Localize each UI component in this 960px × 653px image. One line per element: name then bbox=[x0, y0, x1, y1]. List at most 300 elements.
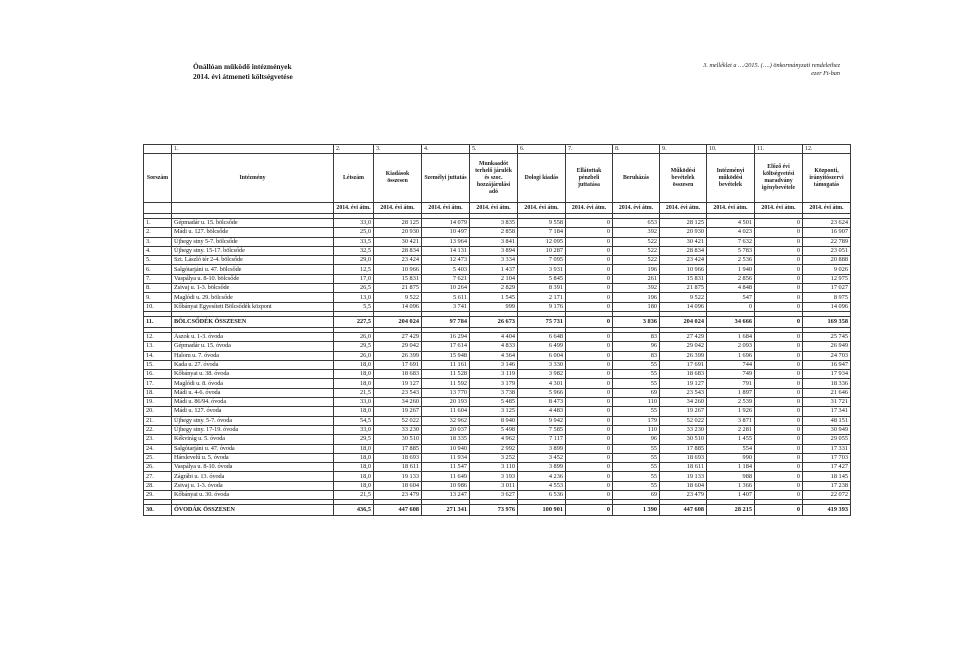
value-cell: 25 745 bbox=[803, 332, 851, 341]
table-row bbox=[144, 370, 851, 379]
institution-name: Kada u. 27. óvoda bbox=[172, 360, 334, 369]
table-row bbox=[144, 435, 851, 444]
value-cell: 0 bbox=[566, 246, 613, 255]
value-cell: 9 522 bbox=[374, 293, 422, 302]
value-cell: 0 bbox=[755, 219, 803, 228]
value-cell: 16 907 bbox=[803, 228, 851, 237]
year-label: 2014. évi átm. bbox=[660, 203, 707, 214]
value-cell: 4 553 bbox=[518, 481, 566, 490]
value-cell: 18 611 bbox=[660, 463, 707, 472]
row-number: 23. bbox=[144, 435, 172, 444]
year-label: 2014. évi átm. bbox=[707, 203, 755, 214]
value-cell: 2 829 bbox=[470, 284, 518, 293]
table-row bbox=[144, 360, 851, 369]
institution-name: Gépmadár u. 15. bölcsőde bbox=[172, 219, 334, 228]
value-cell: 17 238 bbox=[803, 481, 851, 490]
table-row bbox=[144, 388, 851, 397]
value-cell: 3 452 bbox=[518, 453, 566, 462]
value-cell: 0 bbox=[566, 219, 613, 228]
value-cell: 0 bbox=[566, 407, 613, 416]
table-row bbox=[144, 274, 851, 283]
column-number: 12. bbox=[803, 145, 851, 154]
value-cell: 2 856 bbox=[707, 274, 755, 283]
table-row bbox=[144, 398, 851, 407]
value-cell: 18,0 bbox=[334, 463, 374, 472]
value-cell: 73 976 bbox=[470, 505, 518, 516]
value-cell: 21 646 bbox=[803, 388, 851, 397]
column-header: Központi, irányítószervi támogatás bbox=[803, 154, 851, 203]
institution-name: Kőbányai u. 30. óvoda bbox=[172, 491, 334, 500]
table-row bbox=[144, 342, 851, 351]
value-cell: 55 bbox=[613, 463, 660, 472]
institution-name: Salgótarjáni u. 47. bölcsőde bbox=[172, 265, 334, 274]
value-cell: 179 bbox=[613, 416, 660, 425]
value-cell: 55 bbox=[613, 444, 660, 453]
value-cell: 1 684 bbox=[707, 332, 755, 341]
value-cell: 26 673 bbox=[470, 316, 518, 327]
value-cell: 13 964 bbox=[422, 237, 470, 246]
value-cell: 5 498 bbox=[470, 425, 518, 434]
value-cell: 9 558 bbox=[518, 219, 566, 228]
value-cell: 0 bbox=[755, 444, 803, 453]
value-cell: 17 934 bbox=[803, 370, 851, 379]
column-header: Munkaadót terhelő járulék és szoc. hozzájárulási adó bbox=[470, 154, 518, 203]
value-cell: 0 bbox=[566, 505, 613, 516]
value-cell: 5 611 bbox=[422, 293, 470, 302]
value-cell: 110 bbox=[613, 398, 660, 407]
value-cell: 30 510 bbox=[374, 435, 422, 444]
value-cell: 8 940 bbox=[470, 416, 518, 425]
value-cell: 69 bbox=[613, 388, 660, 397]
title-line-1: Önállóan működő intézmények bbox=[193, 62, 292, 71]
institution-name: Vaspálya u. 8-10. óvoda bbox=[172, 463, 334, 472]
value-cell: 522 bbox=[613, 246, 660, 255]
value-cell: 3 252 bbox=[470, 453, 518, 462]
table-row bbox=[144, 351, 851, 360]
row-number: 21. bbox=[144, 416, 172, 425]
table-row bbox=[144, 256, 851, 265]
value-cell: 33,0 bbox=[334, 219, 374, 228]
value-cell: 196 bbox=[613, 293, 660, 302]
value-cell: 0 bbox=[755, 505, 803, 516]
value-cell: 22 789 bbox=[803, 237, 851, 246]
value-cell: 1 696 bbox=[707, 351, 755, 360]
value-cell: 0 bbox=[566, 444, 613, 453]
value-cell: 26 399 bbox=[660, 351, 707, 360]
title-line-2: 2014. évi átmeneti költségvetése bbox=[193, 72, 293, 81]
value-cell: 0 bbox=[566, 228, 613, 237]
column-number: 7. bbox=[566, 145, 613, 154]
value-cell: 21,5 bbox=[334, 491, 374, 500]
value-cell: 0 bbox=[566, 237, 613, 246]
value-cell: 3 871 bbox=[707, 416, 755, 425]
value-cell: 0 bbox=[707, 302, 755, 311]
value-cell: 547 bbox=[707, 293, 755, 302]
row-number: 29. bbox=[144, 491, 172, 500]
value-cell: 5,5 bbox=[334, 302, 374, 311]
row-number: 20. bbox=[144, 407, 172, 416]
column-header: Ellátottak pénzbeli juttatása bbox=[566, 154, 613, 203]
value-cell: 12 473 bbox=[422, 256, 470, 265]
value-cell: 5 783 bbox=[707, 246, 755, 255]
value-cell: 10 966 bbox=[374, 265, 422, 274]
row-number: 4. bbox=[144, 246, 172, 255]
value-cell: 29,0 bbox=[334, 256, 374, 265]
row-number: 5. bbox=[144, 256, 172, 265]
value-cell: 20 037 bbox=[422, 425, 470, 434]
value-cell: 1 184 bbox=[707, 463, 755, 472]
value-cell: 4 364 bbox=[470, 351, 518, 360]
table-row bbox=[144, 332, 851, 341]
column-number: 3. bbox=[374, 145, 422, 154]
value-cell: 100 901 bbox=[518, 505, 566, 516]
value-cell: 0 bbox=[755, 274, 803, 283]
value-cell: 0 bbox=[755, 491, 803, 500]
value-cell: 75 731 bbox=[518, 316, 566, 327]
value-cell: 29 042 bbox=[374, 342, 422, 351]
value-cell: 16 947 bbox=[803, 360, 851, 369]
institution-name: Újhegy stny 5-7. bölcsőde bbox=[172, 237, 334, 246]
row-number: 19. bbox=[144, 398, 172, 407]
value-cell: 2 992 bbox=[470, 444, 518, 453]
year-label: 2014. évi átm. bbox=[422, 203, 470, 214]
value-cell: 180 bbox=[613, 302, 660, 311]
value-cell: 0 bbox=[755, 398, 803, 407]
value-cell: 0 bbox=[755, 284, 803, 293]
value-cell: 6 536 bbox=[518, 491, 566, 500]
value-cell: 0 bbox=[566, 316, 613, 327]
column-number: 2. bbox=[334, 145, 374, 154]
value-cell: 1 926 bbox=[707, 407, 755, 416]
value-cell: 11 649 bbox=[422, 472, 470, 481]
value-cell: 0 bbox=[755, 360, 803, 369]
value-cell: 20 930 bbox=[374, 228, 422, 237]
year-label-row bbox=[144, 203, 851, 214]
value-cell: 5 403 bbox=[422, 265, 470, 274]
value-cell: 14 079 bbox=[422, 219, 470, 228]
value-cell: 4 848 bbox=[707, 284, 755, 293]
value-cell: 0 bbox=[566, 265, 613, 274]
column-number: 10. bbox=[707, 145, 755, 154]
column-number: 11. bbox=[755, 145, 803, 154]
value-cell: 5 966 bbox=[518, 388, 566, 397]
column-number-row bbox=[144, 145, 851, 154]
value-cell: 21 875 bbox=[660, 284, 707, 293]
value-cell: 26,0 bbox=[334, 332, 374, 341]
value-cell: 11 604 bbox=[422, 407, 470, 416]
value-cell: 69 bbox=[613, 491, 660, 500]
value-cell: 3 330 bbox=[518, 360, 566, 369]
value-cell: 1 437 bbox=[470, 265, 518, 274]
value-cell: 23 543 bbox=[660, 388, 707, 397]
value-cell: 0 bbox=[566, 379, 613, 388]
value-cell: 28 834 bbox=[374, 246, 422, 255]
value-cell: 30 421 bbox=[660, 237, 707, 246]
value-cell: 3 110 bbox=[470, 463, 518, 472]
institution-name: Mádi u. 4-6. óvoda bbox=[172, 388, 334, 397]
value-cell: 3 627 bbox=[470, 491, 518, 500]
value-cell: 28 215 bbox=[707, 505, 755, 516]
value-cell: 7 095 bbox=[518, 256, 566, 265]
value-cell: 83 bbox=[613, 351, 660, 360]
value-cell: 522 bbox=[613, 237, 660, 246]
institution-name: Mádi u. 86/94. óvoda bbox=[172, 398, 334, 407]
value-cell: 0 bbox=[755, 388, 803, 397]
year-label: 2014. évi átm. bbox=[470, 203, 518, 214]
value-cell: 0 bbox=[566, 425, 613, 434]
value-cell: 19 133 bbox=[374, 472, 422, 481]
row-number: 9. bbox=[144, 293, 172, 302]
value-cell: 0 bbox=[755, 265, 803, 274]
value-cell: 9 026 bbox=[803, 265, 851, 274]
value-cell: 0 bbox=[566, 342, 613, 351]
column-number: 6. bbox=[518, 145, 566, 154]
value-cell: 23 479 bbox=[374, 491, 422, 500]
institution-name: Kékvirág u. 5. óvoda bbox=[172, 435, 334, 444]
value-cell: 0 bbox=[755, 351, 803, 360]
value-cell: 1 455 bbox=[707, 435, 755, 444]
annex-reference: 3. melléklet a …/2015. (….) önkormányzati rendelethez bbox=[703, 62, 840, 69]
institution-name: Zsivaj u. 1-3. bölcsőde bbox=[172, 284, 334, 293]
row-number: 7. bbox=[144, 274, 172, 283]
value-cell: 18 693 bbox=[374, 453, 422, 462]
value-cell: 3 836 bbox=[613, 316, 660, 327]
table-row bbox=[144, 416, 851, 425]
value-cell: 0 bbox=[566, 491, 613, 500]
value-cell: 3 119 bbox=[470, 370, 518, 379]
value-cell: 5 485 bbox=[470, 398, 518, 407]
value-cell: 20 888 bbox=[803, 256, 851, 265]
value-cell: 2 858 bbox=[470, 228, 518, 237]
value-cell: 999 bbox=[470, 302, 518, 311]
value-cell: 392 bbox=[613, 228, 660, 237]
value-cell: 0 bbox=[566, 302, 613, 311]
value-cell: 33,5 bbox=[334, 237, 374, 246]
value-cell: 55 bbox=[613, 360, 660, 369]
column-number: 1. bbox=[172, 145, 334, 154]
column-header: Beruházás bbox=[613, 154, 660, 203]
value-cell: 10 966 bbox=[660, 265, 707, 274]
value-cell: 791 bbox=[707, 379, 755, 388]
value-cell: 3 738 bbox=[470, 388, 518, 397]
table-row bbox=[144, 219, 851, 228]
value-cell: 24 703 bbox=[803, 351, 851, 360]
value-cell: 2 171 bbox=[518, 293, 566, 302]
year-label: 2014. évi átm. bbox=[613, 203, 660, 214]
value-cell: 15 831 bbox=[374, 274, 422, 283]
value-cell: 17 691 bbox=[660, 360, 707, 369]
value-cell: 17 691 bbox=[374, 360, 422, 369]
value-cell: 3 835 bbox=[470, 219, 518, 228]
value-cell: 23 051 bbox=[803, 246, 851, 255]
value-cell: 25,0 bbox=[334, 228, 374, 237]
value-cell: 0 bbox=[755, 481, 803, 490]
value-cell: 29 055 bbox=[803, 435, 851, 444]
column-header: Kiadások összesen bbox=[374, 154, 422, 203]
value-cell: 0 bbox=[755, 416, 803, 425]
value-cell: 3 899 bbox=[518, 463, 566, 472]
value-cell: 23 624 bbox=[803, 219, 851, 228]
row-number: 18. bbox=[144, 388, 172, 397]
row-number: 28. bbox=[144, 481, 172, 490]
table-row bbox=[144, 444, 851, 453]
value-cell: 18 335 bbox=[422, 435, 470, 444]
value-cell: 0 bbox=[566, 416, 613, 425]
value-cell: 10 264 bbox=[422, 284, 470, 293]
value-cell: 204 024 bbox=[374, 316, 422, 327]
value-cell: 21,5 bbox=[334, 388, 374, 397]
value-cell: 2 539 bbox=[707, 398, 755, 407]
row-number: 15. bbox=[144, 360, 172, 369]
value-cell: 744 bbox=[707, 360, 755, 369]
year-blank bbox=[172, 203, 334, 214]
value-cell: 0 bbox=[755, 425, 803, 434]
value-cell: 0 bbox=[566, 472, 613, 481]
value-cell: 17 341 bbox=[803, 407, 851, 416]
value-cell: 18 604 bbox=[374, 481, 422, 490]
value-cell: 18,0 bbox=[334, 481, 374, 490]
value-cell: 4 023 bbox=[707, 228, 755, 237]
year-label: 2014. évi átm. bbox=[755, 203, 803, 214]
value-cell: 990 bbox=[707, 453, 755, 462]
value-cell: 3 011 bbox=[470, 481, 518, 490]
value-cell: 52 022 bbox=[660, 416, 707, 425]
value-cell: 14 096 bbox=[803, 302, 851, 311]
value-cell: 20 193 bbox=[422, 398, 470, 407]
value-cell: 17 027 bbox=[803, 284, 851, 293]
value-cell: 653 bbox=[613, 219, 660, 228]
value-cell: 0 bbox=[755, 472, 803, 481]
row-number: 17. bbox=[144, 379, 172, 388]
value-cell: 30 510 bbox=[660, 435, 707, 444]
value-cell: 447 608 bbox=[660, 505, 707, 516]
value-cell: 17 885 bbox=[660, 444, 707, 453]
value-cell: 16 294 bbox=[422, 332, 470, 341]
column-header: Sorszám bbox=[144, 154, 172, 203]
value-cell: 21 875 bbox=[374, 284, 422, 293]
row-number: 13. bbox=[144, 342, 172, 351]
row-number: 24. bbox=[144, 444, 172, 453]
value-cell: 9 176 bbox=[518, 302, 566, 311]
institution-name: Újhegy stny. 15-17. bölcsőde bbox=[172, 246, 334, 255]
table-row bbox=[144, 265, 851, 274]
total-row-nurseries bbox=[144, 316, 851, 327]
value-cell: 18 683 bbox=[374, 370, 422, 379]
column-number: 8. bbox=[613, 145, 660, 154]
value-cell: 18,0 bbox=[334, 407, 374, 416]
value-cell: 1 940 bbox=[707, 265, 755, 274]
value-cell: 18 693 bbox=[660, 453, 707, 462]
value-cell: 0 bbox=[566, 274, 613, 283]
column-header: Intézményi működési bevételek bbox=[707, 154, 755, 203]
row-number: 16. bbox=[144, 370, 172, 379]
value-cell: 4 236 bbox=[518, 472, 566, 481]
value-cell: 26 949 bbox=[803, 342, 851, 351]
value-cell: 4 833 bbox=[470, 342, 518, 351]
value-cell: 0 bbox=[755, 256, 803, 265]
column-header: Létszám bbox=[334, 154, 374, 203]
value-cell: 19 267 bbox=[374, 407, 422, 416]
value-cell: 54,5 bbox=[334, 416, 374, 425]
column-header: Intézmény bbox=[172, 154, 334, 203]
value-cell: 7 632 bbox=[707, 237, 755, 246]
value-cell: 19 127 bbox=[374, 379, 422, 388]
value-cell: 10 497 bbox=[422, 228, 470, 237]
column-header: Működési bevételek összesen bbox=[660, 154, 707, 203]
value-cell: 0 bbox=[566, 360, 613, 369]
value-cell: 17 703 bbox=[803, 453, 851, 462]
value-cell: 12 095 bbox=[518, 237, 566, 246]
value-cell: 0 bbox=[566, 370, 613, 379]
table-row bbox=[144, 481, 851, 490]
institution-name: Mádi u. 127. óvoda bbox=[172, 407, 334, 416]
value-cell: 2 104 bbox=[470, 274, 518, 283]
value-cell: 1 545 bbox=[470, 293, 518, 302]
value-cell: 18,0 bbox=[334, 472, 374, 481]
value-cell: 11 592 bbox=[422, 379, 470, 388]
value-cell: 18,0 bbox=[334, 379, 374, 388]
value-cell: 8 975 bbox=[803, 293, 851, 302]
value-cell: 7 117 bbox=[518, 435, 566, 444]
institution-name: Kőbányai u. 38. óvoda bbox=[172, 370, 334, 379]
value-cell: 3 899 bbox=[518, 444, 566, 453]
value-cell: 15 831 bbox=[660, 274, 707, 283]
value-cell: 23 424 bbox=[660, 256, 707, 265]
table-row bbox=[144, 491, 851, 500]
annex-note bbox=[703, 62, 840, 78]
institution-name: Újhegy stny. 17-19. óvoda bbox=[172, 425, 334, 434]
value-cell: 12,5 bbox=[334, 265, 374, 274]
value-cell: 26,0 bbox=[334, 351, 374, 360]
value-cell: 0 bbox=[566, 388, 613, 397]
value-cell: 33 230 bbox=[374, 425, 422, 434]
table-row bbox=[144, 453, 851, 462]
value-cell: 3 982 bbox=[518, 370, 566, 379]
value-cell: 0 bbox=[566, 481, 613, 490]
value-cell: 55 bbox=[613, 407, 660, 416]
value-cell: 0 bbox=[755, 342, 803, 351]
value-cell: 96 bbox=[613, 342, 660, 351]
value-cell: 261 bbox=[613, 274, 660, 283]
row-number: 12. bbox=[144, 332, 172, 341]
table-row bbox=[144, 472, 851, 481]
value-cell: 0 bbox=[755, 316, 803, 327]
table-row bbox=[144, 228, 851, 237]
value-cell: 9 522 bbox=[660, 293, 707, 302]
value-cell: 0 bbox=[566, 453, 613, 462]
value-cell: 83 bbox=[613, 332, 660, 341]
value-cell: 29,5 bbox=[334, 435, 374, 444]
row-number: 3. bbox=[144, 237, 172, 246]
value-cell: 0 bbox=[755, 237, 803, 246]
value-cell: 988 bbox=[707, 472, 755, 481]
value-cell: 55 bbox=[613, 370, 660, 379]
value-cell: 23 424 bbox=[374, 256, 422, 265]
unit-label: ezer Ft-ban bbox=[811, 70, 840, 77]
value-cell: 0 bbox=[755, 435, 803, 444]
value-cell: 12 975 bbox=[803, 274, 851, 283]
value-cell: 0 bbox=[755, 453, 803, 462]
value-cell: 0 bbox=[755, 246, 803, 255]
value-cell: 0 bbox=[755, 332, 803, 341]
value-cell: 11 547 bbox=[422, 463, 470, 472]
value-cell: 271 341 bbox=[422, 505, 470, 516]
row-number: 27. bbox=[144, 472, 172, 481]
table-row bbox=[144, 425, 851, 434]
value-cell: 0 bbox=[755, 407, 803, 416]
value-cell: 4 962 bbox=[470, 435, 518, 444]
value-cell: 110 bbox=[613, 425, 660, 434]
